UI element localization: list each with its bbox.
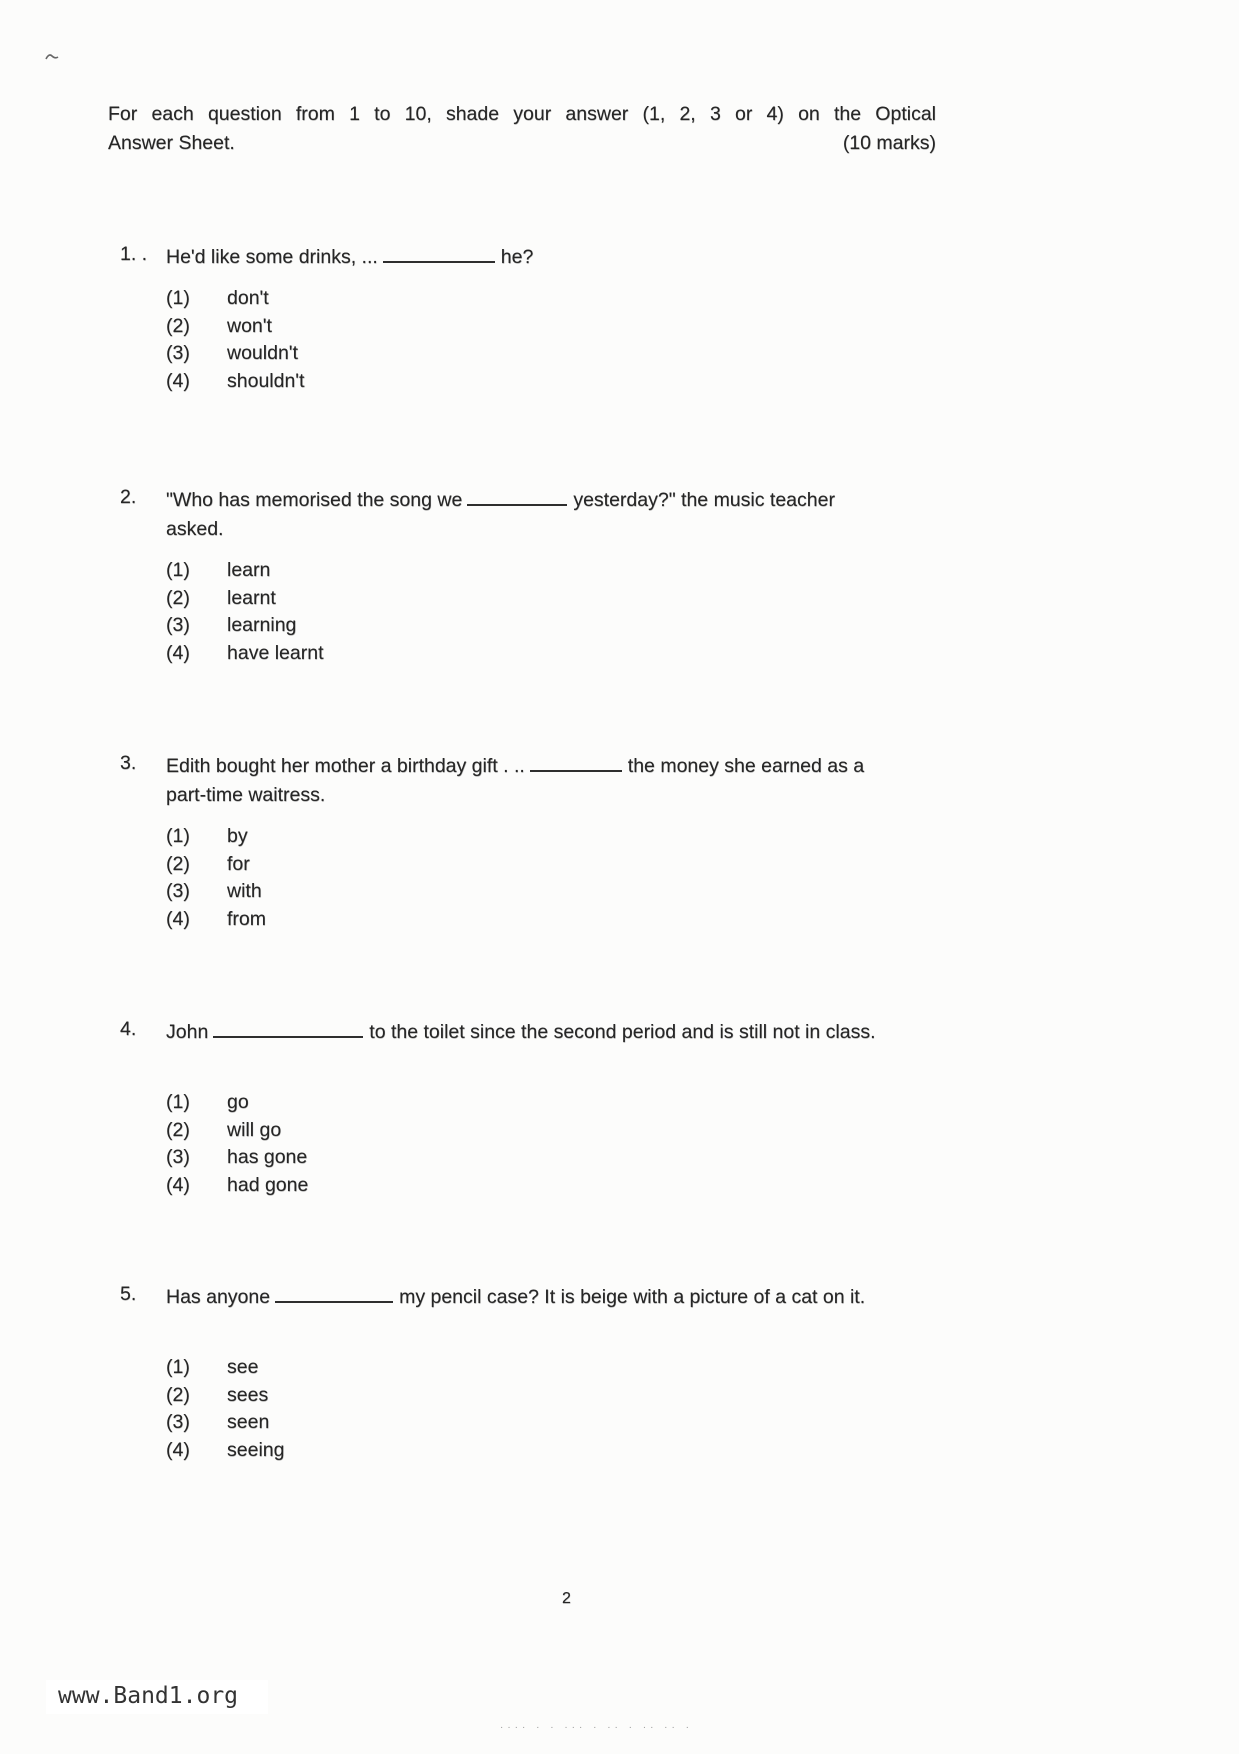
option-label: (4) <box>166 1173 190 1196</box>
stem-wrap-line: part-time waitress. <box>166 784 326 806</box>
option-label: (2) <box>166 1118 190 1141</box>
option-row <box>166 557 1000 585</box>
option-text: has gone <box>227 1146 308 1168</box>
stem-wrap-line: asked. <box>166 518 224 540</box>
option-label: (1) <box>166 559 190 581</box>
option-label: (3) <box>166 614 190 636</box>
option-text: won't <box>227 314 272 337</box>
stem-text-after-blank: he? <box>500 246 534 268</box>
option-text: see <box>227 1356 259 1378</box>
option-row <box>166 313 1000 341</box>
option-text: from <box>227 907 266 930</box>
option-row <box>166 851 1000 879</box>
option-row <box>166 1117 1000 1145</box>
question-stem <box>166 486 1000 544</box>
options-list <box>166 823 1000 933</box>
option-text: shouldn't <box>227 369 305 392</box>
option-label: (2) <box>166 586 190 609</box>
question-stem <box>166 1283 1000 1312</box>
option-row <box>166 1172 1000 1200</box>
option-label: (3) <box>166 1411 190 1433</box>
option-row <box>166 1354 1000 1382</box>
question-stem <box>166 752 1000 810</box>
instructions-text-line1: For each question from 1 to 10, shade your answer (1, 2, 3 or 4) on the Optical <box>108 103 936 125</box>
stem-text-after-blank: to the toilet since the second period and is still not in class. <box>369 1021 876 1043</box>
stem-text-before-blank: Has anyone <box>166 1286 271 1308</box>
option-label: (1) <box>166 825 190 847</box>
option-row <box>166 1089 1000 1117</box>
question-number: 5. <box>120 1283 137 1305</box>
option-row <box>166 906 1000 934</box>
stem-text-after-blank: yesterday?" the music teacher <box>573 489 835 511</box>
answer-blank <box>213 1032 363 1038</box>
option-label: (1) <box>166 1356 190 1378</box>
question-number: 4. <box>120 1018 137 1040</box>
option-text: go <box>227 1091 249 1113</box>
stem-text-before-blank: John <box>166 1021 209 1043</box>
option-text: learnt <box>227 586 276 609</box>
stem-text-after-blank: the money she earned as a <box>627 755 865 777</box>
question-stem <box>166 243 1000 272</box>
option-row <box>166 1382 1000 1410</box>
question-number: 1. . <box>120 243 148 265</box>
option-row <box>166 612 1000 640</box>
option-row <box>166 1144 1000 1172</box>
options-list <box>166 1089 1000 1199</box>
option-text: don't <box>227 287 269 309</box>
stem-text-after-blank: my pencil case? It is beige with a picture of a cat on it. <box>399 1286 866 1308</box>
watermark-band1: www.Band1.org <box>46 1680 268 1714</box>
option-text: sees <box>227 1383 269 1406</box>
option-label: (4) <box>166 641 190 664</box>
answer-blank <box>467 500 567 506</box>
question-3 <box>120 752 1000 933</box>
option-text: learning <box>227 614 297 636</box>
options-list <box>166 285 1000 395</box>
instructions-text-line2: Answer Sheet. <box>108 132 235 154</box>
question-5 <box>120 1283 1000 1464</box>
answer-blank <box>383 257 495 263</box>
question-number: 2. <box>120 486 137 508</box>
option-row <box>166 340 1000 368</box>
option-label: (3) <box>166 342 190 364</box>
question-number: 3. <box>120 752 137 774</box>
answer-blank <box>530 766 622 772</box>
options-list <box>166 1354 1000 1464</box>
option-row <box>166 823 1000 851</box>
options-list <box>166 557 1000 667</box>
option-row <box>166 1437 1000 1465</box>
question-2 <box>120 486 1000 667</box>
option-row <box>166 368 1000 396</box>
option-label: (3) <box>166 880 190 902</box>
option-text: for <box>227 852 250 875</box>
option-label: (3) <box>166 1146 190 1168</box>
scan-artifact-strip: ···· · · ··· · ·· · ·· ·· · <box>500 1722 693 1733</box>
option-row <box>166 878 1000 906</box>
option-label: (2) <box>166 314 190 337</box>
stem-text-before-blank: Edith bought her mother a birthday gift . .. <box>166 755 525 777</box>
marks-label: (10 marks) <box>842 132 936 154</box>
option-row <box>166 1409 1000 1437</box>
option-label: (2) <box>166 1383 190 1406</box>
question-1 <box>120 243 1000 395</box>
option-label: (1) <box>166 1091 190 1113</box>
option-label: (4) <box>166 907 190 930</box>
option-text: have learnt <box>227 641 324 664</box>
option-row <box>166 285 1000 313</box>
question-4 <box>120 1018 1000 1199</box>
option-label: (1) <box>166 287 190 309</box>
stem-text-before-blank: "Who has memorised the song we <box>166 489 463 511</box>
page-number: 2 <box>562 1590 571 1607</box>
option-label: (4) <box>166 369 190 392</box>
scan-squiggle-mark <box>44 50 60 62</box>
option-text: learn <box>227 559 271 581</box>
option-row <box>166 640 1000 668</box>
option-label: (4) <box>166 1438 190 1461</box>
option-text: will go <box>227 1118 282 1141</box>
option-text: wouldn't <box>227 342 298 364</box>
option-text: with <box>227 880 262 902</box>
option-text: seeing <box>227 1438 285 1461</box>
answer-blank <box>275 1297 393 1303</box>
option-row <box>166 585 1000 613</box>
option-text: had gone <box>227 1173 309 1196</box>
exam-instructions <box>108 100 936 158</box>
option-text: by <box>227 825 248 847</box>
option-text: seen <box>227 1411 270 1433</box>
question-stem <box>166 1018 1000 1047</box>
stem-text-before-blank: He'd like some drinks, ... <box>166 246 378 268</box>
option-label: (2) <box>166 852 190 875</box>
